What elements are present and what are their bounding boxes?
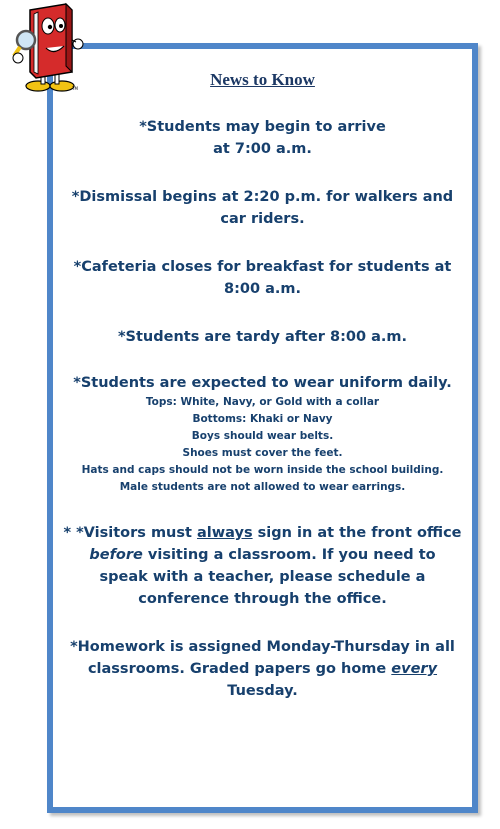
uniform-rule: Shoes must cover the feet. — [182, 447, 343, 459]
arrival-notice: *Students may begin to arrive at 7:00 a.m. — [139, 119, 386, 157]
uniform-notice — [55, 372, 470, 496]
dismissal-notice: *Dismissal begins at 2:20 p.m. for walkers and car riders. — [71, 189, 454, 227]
homework-notice: *Homework is assigned Monday-Thursday in all classrooms. Graded papers go home every Tuesday. — [70, 639, 455, 699]
emphasis-every: every — [391, 661, 438, 677]
news-title: News to Know — [210, 70, 315, 89]
uniform-heading: *Students are expected to wear uniform daily. — [73, 375, 452, 391]
uniform-rule: Bottoms: Khaki or Navy — [192, 413, 333, 425]
news-content — [55, 50, 470, 702]
uniform-rule: Hats and caps should not be worn inside the school building. — [81, 464, 444, 476]
uniform-rule: Boys should wear belts. — [191, 430, 334, 442]
uniform-rule: Tops: White, Navy, or Gold with a collar — [145, 396, 380, 408]
visitors-notice: * *Visitors must always sign in at the front office before visiting a classroom. If you need to speak with a teacher, please schedule a conference through the office. — [63, 525, 462, 607]
emphasis-before: before — [89, 547, 143, 563]
svg-text:TM: TM — [72, 86, 78, 91]
uniform-rule: Male students are not allowed to wear earrings. — [119, 481, 406, 493]
cafeteria-notice: *Cafeteria closes for breakfast for students at 8:00 a.m. — [73, 259, 452, 297]
emphasis-always: always — [197, 525, 253, 541]
tardy-notice: *Students are tardy after 8:00 a.m. — [117, 329, 408, 345]
